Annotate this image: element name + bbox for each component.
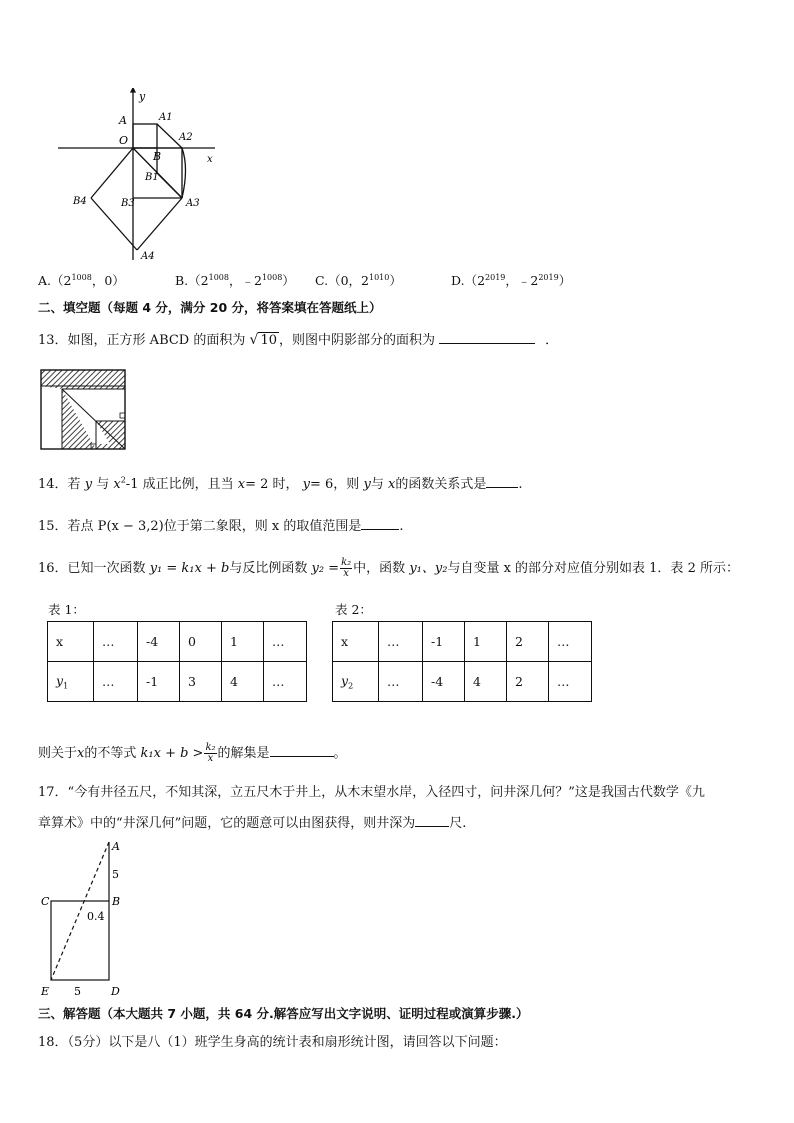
length-ed: 5: [74, 985, 81, 998]
table-row: x … -4 0 1 …: [48, 622, 307, 662]
q12-option-b: $B.(2^{1008}$，$﹣2^{1008}$）: [175, 272, 295, 288]
table2: [332, 621, 592, 702]
label-b1: B1: [145, 172, 159, 183]
label-a2: A2: [179, 132, 193, 143]
table1: [47, 621, 307, 702]
table-row: $y_2$ … -4 4 2 …: [333, 662, 592, 702]
q17-figure: [38, 838, 133, 1000]
q13-answer-blank: [439, 331, 535, 344]
q18-text: 18．（5分）以下是八（1）班学生身高的统计表和扇形统计图，请回答以下问题：: [38, 1035, 507, 1050]
label-a1: A1: [159, 112, 173, 123]
q17-line2: 章算术》中的“井深几何”问题，它的题意可以由图获得，则井深为 尺.: [38, 816, 467, 831]
y-axis-label: y: [139, 90, 146, 103]
q12-option-d: $D.(2^{2019}$，$﹣2^{2019}$）: [451, 272, 572, 288]
q12-figure: [55, 88, 225, 263]
table-row: $y_1$ … -1 3 4 …: [48, 662, 307, 702]
q12-option-a: $A.(2^{1008}$，0）: [38, 272, 125, 288]
label-a: A: [112, 840, 120, 853]
label-a3: A3: [186, 198, 200, 209]
table2-caption: 表 2：: [335, 602, 372, 617]
q16-answer-blank: [270, 744, 334, 757]
section2-title: 二、填空题（每题 4 分，满分 20 分，将答案填在答题纸上）: [38, 300, 382, 315]
label-o: O: [119, 134, 129, 147]
q13-radicand: 10: [260, 333, 277, 348]
length-small: 0.4: [87, 910, 105, 923]
label-a4: A4: [141, 251, 155, 262]
q13-figure: [40, 369, 128, 451]
x-axis-label: x: [207, 154, 213, 165]
q16-inequality: 则关于x的不等式 k₁x + b > $\frac{\text{k₂}}{x}$ 的解集是 。: [38, 742, 347, 764]
square-o-a-a1-b: [133, 124, 157, 148]
section3-title: 三、解答题（本大题共 7 小题，共 64 分.解答应写出文字说明、证明过程或演算步骤.）: [38, 1006, 529, 1021]
q17-answer-blank: [415, 814, 449, 827]
label-b3: B3: [121, 198, 135, 209]
q13-text: 13．如图，正方形 ABCD 的面积为 √ 10 ，则图中阴影部分的面积为 ．: [38, 332, 559, 348]
table-row: x … -1 1 2 …: [333, 622, 592, 662]
label-b: B: [153, 150, 162, 163]
label-a: A: [119, 114, 127, 127]
q14-answer-blank: [486, 475, 518, 488]
label-d: D: [111, 985, 120, 998]
label-b: B: [112, 895, 121, 908]
label-c: C: [41, 895, 50, 908]
q14-text: 14．若 y 与 $x^2-1$ 成正比例，且当 x= 2 时， y= 6，则 y与 x的函数关系式是 .: [38, 475, 523, 492]
q15-text: 15．若点 P(x − 3,2)位于第二象限，则 x 的取值范围是 .: [38, 519, 404, 534]
q12-option-c: C.（0，$2^{1010}$）: [315, 272, 402, 288]
label-e: E: [41, 985, 50, 998]
q17-line1: 17．“今有井径五尺，不知其深，立五尺木于井上，从木末望水岸，入径四寸，问井深几何？”这是我国古代数学《九: [38, 785, 705, 800]
q16-text: 16．已知一次函数 y₁ = k₁x + b与反比例函数 y₂ = $\frac{\text{k₂}}{x}$ 中，函数 y₁、y₂与自变量 x 的部分对应值分别如表 1．表 2 所示：: [38, 557, 739, 579]
table1-caption: 表 1：: [48, 602, 85, 617]
length-ab: 5: [112, 868, 119, 881]
q15-answer-blank: [361, 517, 399, 530]
label-b4: B4: [73, 196, 87, 207]
